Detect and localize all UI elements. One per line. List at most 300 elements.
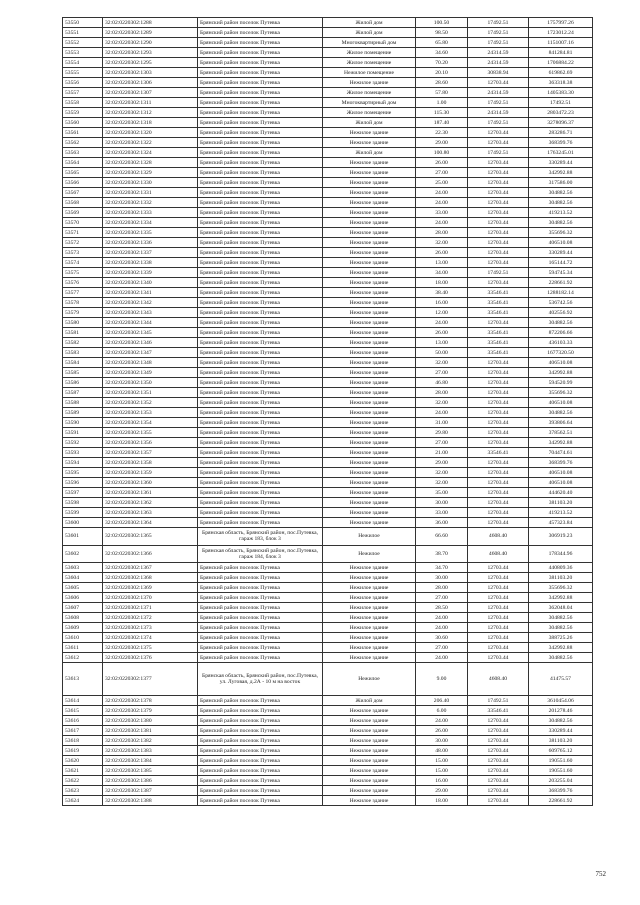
- table-row: [63, 368, 593, 378]
- address-cell: Брянский район поселок Путевка: [198, 563, 323, 573]
- row-number-cell: 53551: [63, 28, 103, 38]
- object-type-cell: Нежилое здание: [323, 78, 416, 88]
- address-cell: Брянский район поселок Путевка: [198, 716, 323, 726]
- cadastral-number-cell: 32:02:0220302:1367: [103, 563, 198, 573]
- address-cell: Брянский район поселок Путевка: [198, 498, 323, 508]
- table-row: [63, 308, 593, 318]
- object-type-cell: Нежилое здание: [323, 128, 416, 138]
- specific-value-cell: 12703.44: [468, 726, 529, 736]
- object-type-cell: Нежилое здание: [323, 448, 416, 458]
- cadastral-value-cell: 228661.92: [529, 278, 593, 288]
- cadastral-number-cell: 32:02:0220302:1377: [103, 663, 198, 696]
- specific-value-cell: 24314.59: [468, 58, 529, 68]
- object-type-cell: Жилое помещение: [323, 48, 416, 58]
- table-row: [63, 478, 593, 488]
- object-type-cell: Нежилое здание: [323, 288, 416, 298]
- row-number-cell: 53553: [63, 48, 103, 58]
- cadastral-value-cell: 457323.84: [529, 518, 593, 528]
- row-number-cell: 53587: [63, 388, 103, 398]
- area-cell: 28.60: [416, 78, 468, 88]
- cadastral-number-cell: 32:02:0220302:1347: [103, 348, 198, 358]
- cadastral-value-cell: 342992.88: [529, 643, 593, 653]
- address-cell: Брянская область, Брянский район, пос.Путевка, ул. Луговая, д.2А - 10 м на восток: [198, 663, 323, 696]
- specific-value-cell: 33546.41: [468, 298, 529, 308]
- cadastral-number-cell: 32:02:0220302:1349: [103, 368, 198, 378]
- cadastral-number-cell: 32:02:0220302:1324: [103, 148, 198, 158]
- address-cell: Брянский район поселок Путевка: [198, 408, 323, 418]
- object-type-cell: Жилой дом: [323, 148, 416, 158]
- specific-value-cell: 17492.51: [468, 118, 529, 128]
- table-row: [63, 288, 593, 298]
- area-cell: 24.00: [416, 408, 468, 418]
- area-cell: 100.50: [416, 18, 468, 28]
- table-row: [63, 643, 593, 653]
- address-cell: Брянский район поселок Путевка: [198, 746, 323, 756]
- specific-value-cell: 12703.44: [468, 408, 529, 418]
- table-row: [63, 128, 593, 138]
- table-row: [63, 178, 593, 188]
- object-type-cell: Нежилое здание: [323, 478, 416, 488]
- cadastral-number-cell: 32:02:0220302:1362: [103, 498, 198, 508]
- row-number-cell: 53593: [63, 448, 103, 458]
- table-row: [63, 736, 593, 746]
- table-row: [63, 593, 593, 603]
- specific-value-cell: 12703.44: [468, 573, 529, 583]
- cadastral-value-cell: 304882.56: [529, 198, 593, 208]
- object-type-cell: Нежилое здание: [323, 258, 416, 268]
- table-row: [63, 468, 593, 478]
- area-cell: 32.00: [416, 398, 468, 408]
- row-number-cell: 53568: [63, 198, 103, 208]
- row-number-cell: 53602: [63, 545, 103, 563]
- address-cell: Брянский район поселок Путевка: [198, 613, 323, 623]
- cadastral-number-cell: 32:02:0220302:1293: [103, 48, 198, 58]
- object-type-cell: Нежилое здание: [323, 348, 416, 358]
- cadastral-number-cell: 32:02:0220302:1348: [103, 358, 198, 368]
- table-row: [63, 118, 593, 128]
- cadastral-value-cell: 190551.60: [529, 756, 593, 766]
- area-cell: 32.00: [416, 478, 468, 488]
- row-number-cell: 53558: [63, 98, 103, 108]
- specific-value-cell: 12703.44: [468, 488, 529, 498]
- table-row: [63, 208, 593, 218]
- table-row: [63, 796, 593, 806]
- specific-value-cell: 12703.44: [468, 318, 529, 328]
- cadastral-value-cell: 1723012.24: [529, 28, 593, 38]
- cadastral-value-cell: 304882.56: [529, 653, 593, 663]
- cadastral-value-cell: 378562.51: [529, 428, 593, 438]
- row-number-cell: 53623: [63, 786, 103, 796]
- cadastral-number-cell: 32:02:0220302:1290: [103, 38, 198, 48]
- table-row: [63, 58, 593, 68]
- object-type-cell: Нежилое здание: [323, 198, 416, 208]
- cadastral-value-cell: 1757997.26: [529, 18, 593, 28]
- cadastral-number-cell: 32:02:0220302:1311: [103, 98, 198, 108]
- specific-value-cell: 17492.51: [468, 98, 529, 108]
- cadastral-number-cell: 32:02:0220302:1320: [103, 128, 198, 138]
- object-type-cell: Нежилое здание: [323, 368, 416, 378]
- table-row: [63, 528, 593, 546]
- object-type-cell: Нежилое здание: [323, 438, 416, 448]
- specific-value-cell: 12703.44: [468, 198, 529, 208]
- cadastral-number-cell: 32:02:0220302:1361: [103, 488, 198, 498]
- cadastral-number-cell: 32:02:0220302:1359: [103, 468, 198, 478]
- area-cell: 13.00: [416, 338, 468, 348]
- table-row: [63, 786, 593, 796]
- area-cell: 20.10: [416, 68, 468, 78]
- area-cell: 26.00: [416, 158, 468, 168]
- area-cell: 100.80: [416, 148, 468, 158]
- specific-value-cell: 12703.44: [468, 786, 529, 796]
- table-row: [63, 696, 593, 706]
- specific-value-cell: 12703.44: [468, 716, 529, 726]
- object-type-cell: Нежилое здание: [323, 398, 416, 408]
- cadastral-value-cell: 362048.04: [529, 603, 593, 613]
- row-number-cell: 53606: [63, 593, 103, 603]
- table-row: [63, 623, 593, 633]
- area-cell: 28.00: [416, 228, 468, 238]
- row-number-cell: 53557: [63, 88, 103, 98]
- cadastral-value-cell: 355696.32: [529, 388, 593, 398]
- table-row: [63, 138, 593, 148]
- specific-value-cell: 12703.44: [468, 518, 529, 528]
- address-cell: Брянский район поселок Путевка: [198, 428, 323, 438]
- specific-value-cell: 12703.44: [468, 128, 529, 138]
- cadastral-value-cell: 304882.56: [529, 188, 593, 198]
- row-number-cell: 53607: [63, 603, 103, 613]
- row-number-cell: 53567: [63, 188, 103, 198]
- area-cell: 35.00: [416, 488, 468, 498]
- area-cell: 28.00: [416, 388, 468, 398]
- table-row: [63, 716, 593, 726]
- table-row: [63, 258, 593, 268]
- address-cell: Брянский район поселок Путевка: [198, 178, 323, 188]
- object-type-cell: Жилой дом: [323, 28, 416, 38]
- area-cell: 24.00: [416, 188, 468, 198]
- specific-value-cell: 12703.44: [468, 208, 529, 218]
- table-row: [63, 228, 593, 238]
- cadastral-number-cell: 32:02:0220302:1373: [103, 623, 198, 633]
- row-number-cell: 53566: [63, 178, 103, 188]
- specific-value-cell: 12703.44: [468, 428, 529, 438]
- cadastral-number-cell: 32:02:0220302:1352: [103, 398, 198, 408]
- cadastral-value-cell: 406510.08: [529, 468, 593, 478]
- specific-value-cell: 12703.44: [468, 438, 529, 448]
- cadastral-number-cell: 32:02:0220302:1341: [103, 288, 198, 298]
- specific-value-cell: 12703.44: [468, 188, 529, 198]
- object-type-cell: Нежилое: [323, 528, 416, 546]
- object-type-cell: Нежилое здание: [323, 338, 416, 348]
- cadastral-value-cell: 330289.44: [529, 158, 593, 168]
- address-cell: Брянский район поселок Путевка: [198, 58, 323, 68]
- address-cell: Брянская область, Брянский район, пос.Путевка, гараж 184, блок 3: [198, 545, 323, 563]
- table-row: [63, 298, 593, 308]
- cadastral-value-cell: 406510.08: [529, 358, 593, 368]
- cadastral-value-cell: 3610454.06: [529, 696, 593, 706]
- cadastral-number-cell: 32:02:0220302:1383: [103, 746, 198, 756]
- area-cell: 25.00: [416, 178, 468, 188]
- object-type-cell: Нежилое здание: [323, 518, 416, 528]
- row-number-cell: 53613: [63, 663, 103, 696]
- address-cell: Брянский район поселок Путевка: [198, 378, 323, 388]
- area-cell: 6.00: [416, 706, 468, 716]
- cadastral-value-cell: 1763245.01: [529, 148, 593, 158]
- area-cell: 27.00: [416, 168, 468, 178]
- object-type-cell: Жилой дом: [323, 118, 416, 128]
- cadastral-number-cell: 32:02:0220302:1379: [103, 706, 198, 716]
- row-number-cell: 53556: [63, 78, 103, 88]
- specific-value-cell: 12703.44: [468, 378, 529, 388]
- row-number-cell: 53550: [63, 18, 103, 28]
- area-cell: 18.00: [416, 796, 468, 806]
- object-type-cell: Нежилое здание: [323, 573, 416, 583]
- row-number-cell: 53580: [63, 318, 103, 328]
- table-row: [63, 48, 593, 58]
- cadastral-value-cell: 381103.20: [529, 736, 593, 746]
- table-row: [63, 508, 593, 518]
- cadastral-value-cell: 1151007.16: [529, 38, 593, 48]
- object-type-cell: Нежилое здание: [323, 726, 416, 736]
- address-cell: Брянский район поселок Путевка: [198, 208, 323, 218]
- table-row: [63, 746, 593, 756]
- object-type-cell: Нежилое здание: [323, 563, 416, 573]
- area-cell: 29.00: [416, 138, 468, 148]
- area-cell: 15.00: [416, 766, 468, 776]
- cadastral-value-cell: 1405383.30: [529, 88, 593, 98]
- specific-value-cell: 24314.59: [468, 48, 529, 58]
- cadastral-value-cell: 304882.56: [529, 318, 593, 328]
- specific-value-cell: 12703.44: [468, 653, 529, 663]
- area-cell: 38.70: [416, 545, 468, 563]
- cadastral-value-cell: 190551.60: [529, 766, 593, 776]
- cadastral-number-cell: 32:02:0220302:1381: [103, 726, 198, 736]
- table-row: [63, 168, 593, 178]
- area-cell: 187.40: [416, 118, 468, 128]
- cadastral-value-cell: 304882.56: [529, 613, 593, 623]
- object-type-cell: Нежилое: [323, 545, 416, 563]
- row-number-cell: 53601: [63, 528, 103, 546]
- cadastral-number-cell: 32:02:0220302:1312: [103, 108, 198, 118]
- row-number-cell: 53585: [63, 368, 103, 378]
- address-cell: Брянский район поселок Путевка: [198, 68, 323, 78]
- specific-value-cell: 12703.44: [468, 368, 529, 378]
- address-cell: Брянский район поселок Путевка: [198, 38, 323, 48]
- cadastral-value-cell: 619862.69: [529, 68, 593, 78]
- specific-value-cell: 12703.44: [468, 508, 529, 518]
- object-type-cell: Нежилое здание: [323, 613, 416, 623]
- object-type-cell: Нежилое здание: [323, 208, 416, 218]
- cadastral-number-cell: 32:02:0220302:1307: [103, 88, 198, 98]
- cadastral-number-cell: 32:02:0220302:1374: [103, 633, 198, 643]
- cadastral-value-cell: 304882.56: [529, 716, 593, 726]
- cadastral-value-cell: 304882.56: [529, 623, 593, 633]
- cadastral-value-cell: 355696.32: [529, 583, 593, 593]
- address-cell: Брянский район поселок Путевка: [198, 228, 323, 238]
- row-number-cell: 53555: [63, 68, 103, 78]
- table-row: [63, 766, 593, 776]
- specific-value-cell: 33546.41: [468, 288, 529, 298]
- cadastral-value-cell: 381103.20: [529, 498, 593, 508]
- cadastral-value-cell: 330289.44: [529, 248, 593, 258]
- specific-value-cell: 12703.44: [468, 468, 529, 478]
- cadastral-value-cell: 609765.12: [529, 746, 593, 756]
- object-type-cell: Нежилое здание: [323, 328, 416, 338]
- cadastral-number-cell: 32:02:0220302:1351: [103, 388, 198, 398]
- area-cell: 15.00: [416, 756, 468, 766]
- address-cell: Брянский район поселок Путевка: [198, 368, 323, 378]
- object-type-cell: Нежилое здание: [323, 796, 416, 806]
- row-number-cell: 53618: [63, 736, 103, 746]
- cadastral-number-cell: 32:02:0220302:1346: [103, 338, 198, 348]
- table-row: [63, 398, 593, 408]
- table-row: [63, 418, 593, 428]
- object-type-cell: Нежилое здание: [323, 138, 416, 148]
- cadastral-value-cell: 419213.52: [529, 208, 593, 218]
- specific-value-cell: 12703.44: [468, 78, 529, 88]
- area-cell: 57.80: [416, 88, 468, 98]
- area-cell: 36.00: [416, 518, 468, 528]
- cadastral-value-cell: 1677320.50: [529, 348, 593, 358]
- row-number-cell: 53577: [63, 288, 103, 298]
- cadastral-number-cell: 32:02:0220302:1334: [103, 218, 198, 228]
- specific-value-cell: 17492.51: [468, 28, 529, 38]
- table-row: [63, 338, 593, 348]
- area-cell: 24.00: [416, 653, 468, 663]
- row-number-cell: 53578: [63, 298, 103, 308]
- cadastral-number-cell: 32:02:0220302:1322: [103, 138, 198, 148]
- address-cell: Брянский район поселок Путевка: [198, 288, 323, 298]
- address-cell: Брянский район поселок Путевка: [198, 218, 323, 228]
- object-type-cell: Жилое помещение: [323, 108, 416, 118]
- address-cell: Брянский район поселок Путевка: [198, 248, 323, 258]
- table-row: [63, 108, 593, 118]
- specific-value-cell: 12703.44: [468, 478, 529, 488]
- cadastral-value-cell: 17492.51: [529, 98, 593, 108]
- table-row: [63, 776, 593, 786]
- specific-value-cell: 12703.44: [468, 258, 529, 268]
- area-cell: 48.00: [416, 746, 468, 756]
- table-row: [63, 238, 593, 248]
- object-type-cell: Жилой дом: [323, 696, 416, 706]
- cadastral-number-cell: 32:02:0220302:1331: [103, 188, 198, 198]
- object-type-cell: Нежилое здание: [323, 408, 416, 418]
- table-row: [63, 148, 593, 158]
- cadastral-number-cell: 32:02:0220302:1384: [103, 756, 198, 766]
- area-cell: 24.00: [416, 716, 468, 726]
- cadastral-number-cell: 32:02:0220302:1342: [103, 298, 198, 308]
- cadastral-value-cell: 355696.32: [529, 228, 593, 238]
- area-cell: 29.80: [416, 428, 468, 438]
- table-row: [63, 18, 593, 28]
- cadastral-number-cell: 32:02:0220302:1318: [103, 118, 198, 128]
- cadastral-value-cell: 388725.26: [529, 633, 593, 643]
- address-cell: Брянский район поселок Путевка: [198, 633, 323, 643]
- row-number-cell: 53610: [63, 633, 103, 643]
- area-cell: 29.00: [416, 458, 468, 468]
- cadastral-number-cell: 32:02:0220302:1385: [103, 766, 198, 776]
- row-number-cell: 53603: [63, 563, 103, 573]
- table-row: [63, 88, 593, 98]
- address-cell: Брянский район поселок Путевка: [198, 518, 323, 528]
- cadastral-value-cell: 342992.88: [529, 168, 593, 178]
- table-row: [63, 378, 593, 388]
- row-number-cell: 53554: [63, 58, 103, 68]
- cadastral-value-cell: 406510.08: [529, 238, 593, 248]
- table-row: [63, 726, 593, 736]
- cadastral-number-cell: 32:02:0220302:1344: [103, 318, 198, 328]
- area-cell: 38.40: [416, 288, 468, 298]
- object-type-cell: Нежилое здание: [323, 776, 416, 786]
- table-row: [63, 706, 593, 716]
- object-type-cell: Нежилое здание: [323, 746, 416, 756]
- area-cell: 34.00: [416, 268, 468, 278]
- address-cell: Брянский район поселок Путевка: [198, 706, 323, 716]
- address-cell: Брянский район поселок Путевка: [198, 388, 323, 398]
- cadastral-number-cell: 32:02:0220302:1356: [103, 438, 198, 448]
- area-cell: 24.00: [416, 613, 468, 623]
- address-cell: Брянский район поселок Путевка: [198, 78, 323, 88]
- area-cell: 26.00: [416, 248, 468, 258]
- cadastral-value-cell: 594520.99: [529, 378, 593, 388]
- cadastral-number-cell: 32:02:0220302:1350: [103, 378, 198, 388]
- cadastral-number-cell: 32:02:0220302:1375: [103, 643, 198, 653]
- area-cell: 34.60: [416, 48, 468, 58]
- specific-value-cell: 12703.44: [468, 623, 529, 633]
- cadastral-value-cell: 440809.36: [529, 563, 593, 573]
- cadastral-number-cell: 32:02:0220302:1382: [103, 736, 198, 746]
- address-cell: Брянская область, Брянский район, пос.Путевка, гараж 183, блок 3: [198, 528, 323, 546]
- address-cell: Брянский район поселок Путевка: [198, 508, 323, 518]
- cadastral-number-cell: 32:02:0220302:1388: [103, 796, 198, 806]
- cadastral-number-cell: 32:02:0220302:1370: [103, 593, 198, 603]
- table-row: [63, 613, 593, 623]
- cadastral-number-cell: 32:02:0220302:1355: [103, 428, 198, 438]
- specific-value-cell: 4608.40: [468, 528, 529, 546]
- object-type-cell: Нежилое здание: [323, 178, 416, 188]
- cadastral-value-cell: 178344.96: [529, 545, 593, 563]
- address-cell: Брянский район поселок Путевка: [198, 108, 323, 118]
- object-type-cell: Нежилое здание: [323, 308, 416, 318]
- object-type-cell: Жилой дом: [323, 18, 416, 28]
- table-row: [63, 545, 593, 563]
- area-cell: 65.80: [416, 38, 468, 48]
- row-number-cell: 53620: [63, 756, 103, 766]
- cadastral-number-cell: 32:02:0220302:1336: [103, 238, 198, 248]
- area-cell: 27.00: [416, 643, 468, 653]
- specific-value-cell: 12703.44: [468, 756, 529, 766]
- address-cell: Брянский район поселок Путевка: [198, 488, 323, 498]
- cadastral-value-cell: 419213.52: [529, 508, 593, 518]
- specific-value-cell: 17492.51: [468, 696, 529, 706]
- specific-value-cell: 33546.41: [468, 448, 529, 458]
- address-cell: Брянский район поселок Путевка: [198, 268, 323, 278]
- specific-value-cell: 33546.41: [468, 706, 529, 716]
- cadastral-value-cell: 317586.00: [529, 178, 593, 188]
- row-number-cell: 53604: [63, 573, 103, 583]
- cadastral-number-cell: 32:02:0220302:1332: [103, 198, 198, 208]
- table-row: [63, 653, 593, 663]
- area-cell: 32.00: [416, 468, 468, 478]
- cadastral-number-cell: 32:02:0220302:1354: [103, 418, 198, 428]
- cadastral-value-cell: 436103.33: [529, 338, 593, 348]
- address-cell: Брянский район поселок Путевка: [198, 138, 323, 148]
- object-type-cell: Нежилое здание: [323, 603, 416, 613]
- cadastral-value-cell: 1706884.22: [529, 58, 593, 68]
- specific-value-cell: 30838.94: [468, 68, 529, 78]
- object-type-cell: Нежилое здание: [323, 248, 416, 258]
- table-row: [63, 28, 593, 38]
- table-row: [63, 498, 593, 508]
